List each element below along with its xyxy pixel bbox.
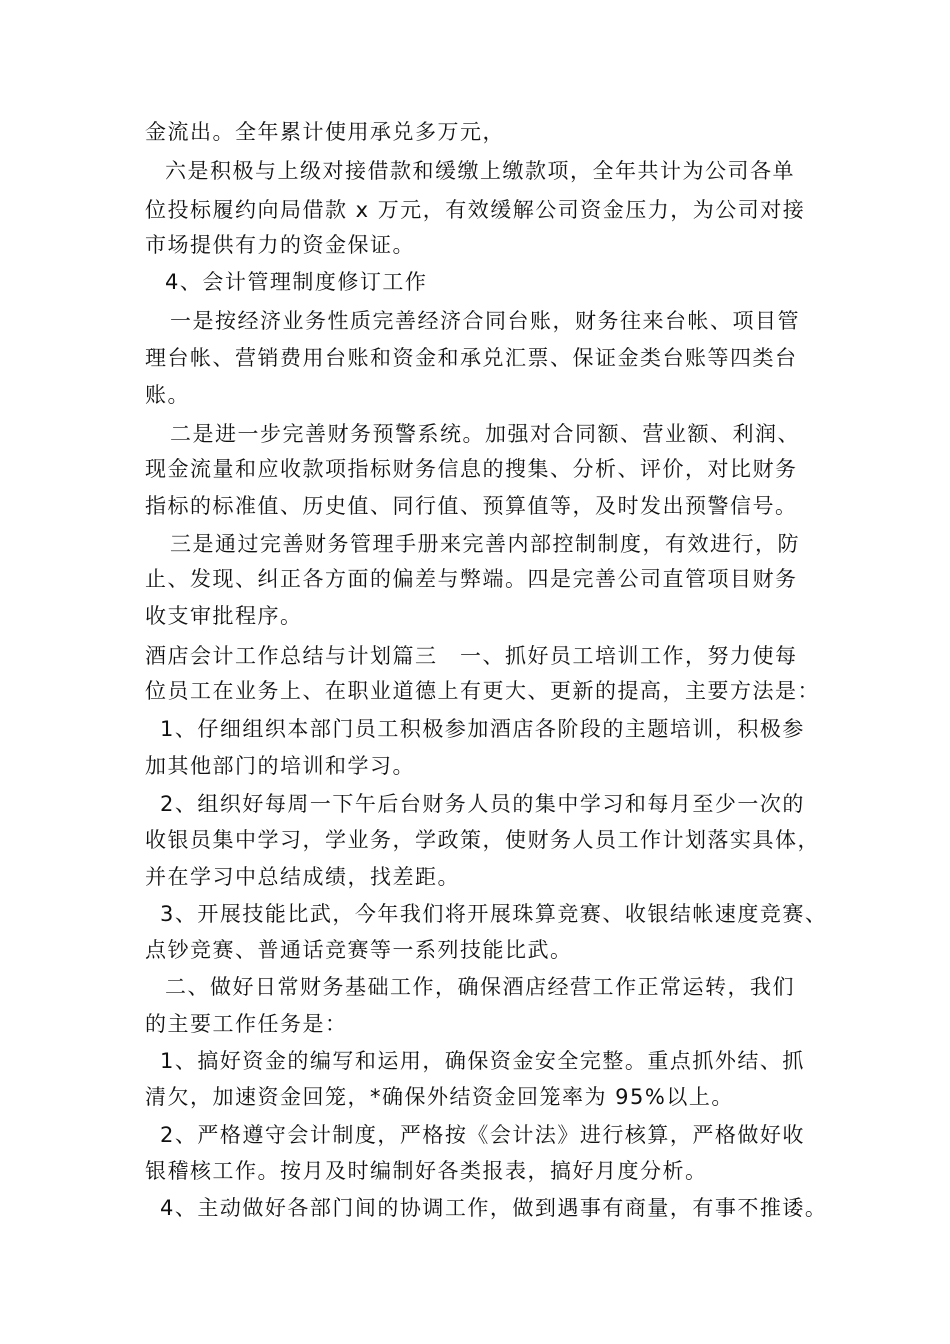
text-line: 止、发现、纠正各方面的偏差与弊端。四是完善公司直管项目财务 [145, 567, 798, 591]
text-line: 的主要工作任务是： [145, 1012, 348, 1036]
text-line: 二是进一步完善财务预警系统。加强对合同额、营业额、利润、 [170, 422, 800, 446]
text-line: 三是通过完善财务管理手册来完善内部控制制度，有效进行，防 [170, 532, 800, 556]
text-line: 加其他部门的培训和学习。 [145, 754, 415, 778]
text-line: 账。 [145, 383, 190, 407]
text-line: 2、严格遵守会计制度，严格按《会计法》进行核算，严格做好收 [160, 1123, 805, 1147]
text-line: 清欠，加速资金回笼，*确保外结资金回笼率为 95%以上。 [145, 1085, 734, 1109]
text-line: 六是积极与上级对接借款和缓缴上缴款项，全年共计为公司各单 [165, 159, 795, 183]
text-line: 金流出。全年累计使用承兑多万元， [145, 120, 505, 144]
text-line: 现金流量和应收款项指标财务信息的搜集、分析、评价，对比财务 [145, 457, 798, 481]
text-line: 4、会计管理制度修订工作 [165, 270, 428, 294]
text-line: 位投标履约向局借款 x 万元，有效缓解公司资金压力，为公司对接 [145, 198, 806, 222]
text-line: 1、搞好资金的编写和运用，确保资金安全完整。重点抓外结、抓 [160, 1049, 805, 1073]
text-line: 二、做好日常财务基础工作，确保酒店经营工作正常运转，我们 [165, 975, 795, 999]
text-line: 理台帐、营销费用台账和资金和承兑汇票、保证金类台账等四类台 [145, 346, 798, 370]
text-line: 2、组织好每周一下午后台财务人员的集中学习和每月至少一次的 [160, 792, 805, 816]
text-line: 1、仔细组织本部门员工积极参加酒店各阶段的主题培训，积极参 [160, 717, 805, 741]
text-line: 市场提供有力的资金保证。 [145, 233, 415, 257]
text-line: 酒店会计工作总结与计划篇三 一、抓好员工培训工作，努力使每 [145, 644, 798, 668]
text-line: 指标的标准值、历史值、同行值、预算值等，及时发出预警信号。 [145, 494, 798, 518]
text-line: 3、开展技能比武，今年我们将开展珠算竞赛、收银结帐速度竞赛、 [160, 902, 828, 926]
text-line: 一是按经济业务性质完善经济合同台账，财务往来台帐、项目管 [170, 309, 800, 333]
text-line: 收支审批程序。 [145, 604, 303, 628]
text-line: 点钞竞赛、普通话竞赛等一系列技能比武。 [145, 938, 573, 962]
text-line: 收银员集中学习，学业务，学政策，使财务人员工作计划落实具体， [145, 828, 820, 852]
text-line: 并在学习中总结成绩，找差距。 [145, 865, 460, 889]
text-line: 4、主动做好各部门间的协调工作，做到遇事有商量，有事不推诿。 [160, 1196, 828, 1220]
text-line: 银稽核工作。按月及时编制好各类报表，搞好月度分析。 [145, 1159, 708, 1183]
text-line: 位员工在业务上、在职业道德上有更大、更新的提高，主要方法是： [145, 679, 820, 703]
